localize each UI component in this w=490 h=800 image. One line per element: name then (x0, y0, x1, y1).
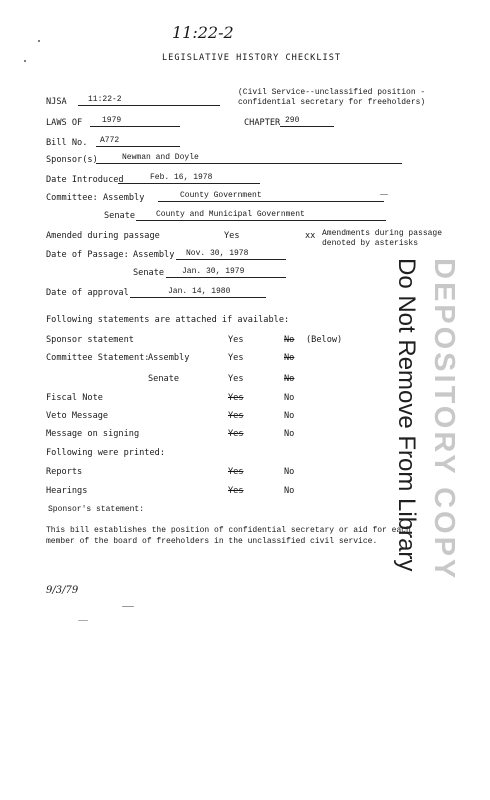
sponsor-statement-heading: Sponsor's statement: (48, 505, 145, 514)
committee-assembly-label: Assembly (103, 193, 145, 203)
sponsors-line (96, 163, 402, 164)
hearings-yes: Yes (228, 486, 244, 496)
laws-of-value: 1979 (102, 116, 122, 125)
chapter-label: CHAPTER (244, 118, 281, 128)
signing-message-no: No (284, 429, 295, 439)
passage-label: Date of Passage: (46, 250, 129, 260)
reports-yes: Yes (228, 467, 244, 477)
committee-statement-senate-no: No (284, 374, 295, 384)
bill-no-line (96, 146, 180, 147)
committee-statement-label: Committee Statement: (46, 353, 150, 363)
passage-senate-value: Jan. 30, 1979 (182, 267, 245, 276)
passage-senate-label: Senate (133, 268, 165, 278)
fiscal-note-label: Fiscal Note (46, 393, 103, 403)
amended-note: Amendments during passage denoted by asterisks (322, 229, 443, 248)
passage-senate-line (166, 277, 286, 278)
signing-message-label: Message on signing (46, 429, 140, 439)
date-introduced-line (118, 183, 260, 184)
njsa-value: 11:22-2 (88, 95, 122, 104)
committee-senate-line (136, 220, 386, 221)
passage-assembly-label: Assembly (133, 250, 175, 260)
scan-speck (380, 194, 388, 195)
amended-mark: xx (305, 231, 316, 241)
passage-assembly-value: Nov. 30, 1978 (186, 249, 249, 258)
committee-statement-assembly-yes: Yes (228, 353, 244, 363)
scan-speck (24, 60, 26, 62)
chapter-line (280, 126, 334, 127)
committee-statement-assembly-no: No (284, 353, 295, 363)
passage-assembly-line (176, 259, 286, 260)
laws-of-label: LAWS OF (46, 118, 83, 128)
veto-message-label: Veto Message (46, 411, 109, 421)
committee-senate-label: Senate (104, 211, 136, 221)
do-not-remove-stamp-text: Do Not Remove From Library (393, 258, 420, 572)
reports-label: Reports (46, 467, 83, 477)
njsa-note: (Civil Service--unclassified position - confidential secretary for freeholders) (238, 88, 426, 107)
reports-no: No (284, 467, 295, 477)
committee-assembly-value: County Government (180, 191, 262, 200)
page-title: LEGISLATIVE HISTORY CHECKLIST (162, 53, 342, 63)
library-stamp (372, 258, 460, 582)
hearings-no: No (284, 486, 295, 496)
bill-no-label: Bill No. (46, 138, 88, 148)
depository-stamp-text: DEPOSITORY COPY (428, 258, 460, 582)
sponsors-value: Newman and Doyle (122, 153, 199, 162)
sponsors-label: Sponsor(s) (46, 155, 98, 165)
committee-label: Committee: (46, 193, 98, 203)
scan-speck (38, 40, 40, 42)
handwritten-date: 9/3/79 (46, 585, 79, 596)
approval-line (130, 297, 266, 298)
chapter-value: 290 (285, 116, 300, 125)
veto-message-no: No (284, 411, 295, 421)
sponsor-statement-no: No (284, 335, 295, 345)
scan-speck (78, 620, 88, 621)
committee-statement-assembly-label: Assembly (148, 353, 190, 363)
njsa-line (78, 105, 220, 106)
committee-statement-senate-yes: Yes (228, 374, 244, 384)
sponsor-statement-label: Sponsor statement (46, 335, 134, 345)
sponsor-statement-note: (Below) (306, 335, 343, 345)
signing-message-yes: Yes (228, 429, 244, 439)
date-introduced-label: Date Introduced (46, 175, 124, 185)
hearings-label: Hearings (46, 486, 88, 496)
fiscal-note-yes: Yes (228, 393, 244, 403)
date-introduced-value: Feb. 16, 1978 (150, 173, 213, 182)
committee-senate-value: County and Municipal Government (156, 210, 305, 219)
sponsor-statement-yes: Yes (228, 335, 244, 345)
document-number: 11:22-2 (172, 23, 234, 42)
veto-message-yes: Yes (228, 411, 244, 421)
amended-yes: Yes (224, 231, 240, 241)
laws-of-line (90, 126, 180, 127)
bill-no-value: A772 (100, 136, 120, 145)
scan-speck (122, 606, 134, 607)
sponsor-statement-text: This bill establishes the position of confidential secretary or aid for each member of the board of freeholders in the unclassified civil service. (46, 526, 411, 546)
fiscal-note-no: No (284, 393, 295, 403)
amended-label: Amended during passage (46, 231, 160, 241)
committee-assembly-line (158, 201, 384, 202)
attached-heading: Following statements are attached if available: (46, 315, 290, 325)
approval-label: Date of approval (46, 288, 129, 298)
committee-statement-senate-label: Senate (148, 374, 180, 384)
njsa-label: NJSA (46, 97, 67, 107)
approval-value: Jan. 14, 1980 (168, 287, 231, 296)
printed-heading: Following were printed: (46, 448, 165, 458)
